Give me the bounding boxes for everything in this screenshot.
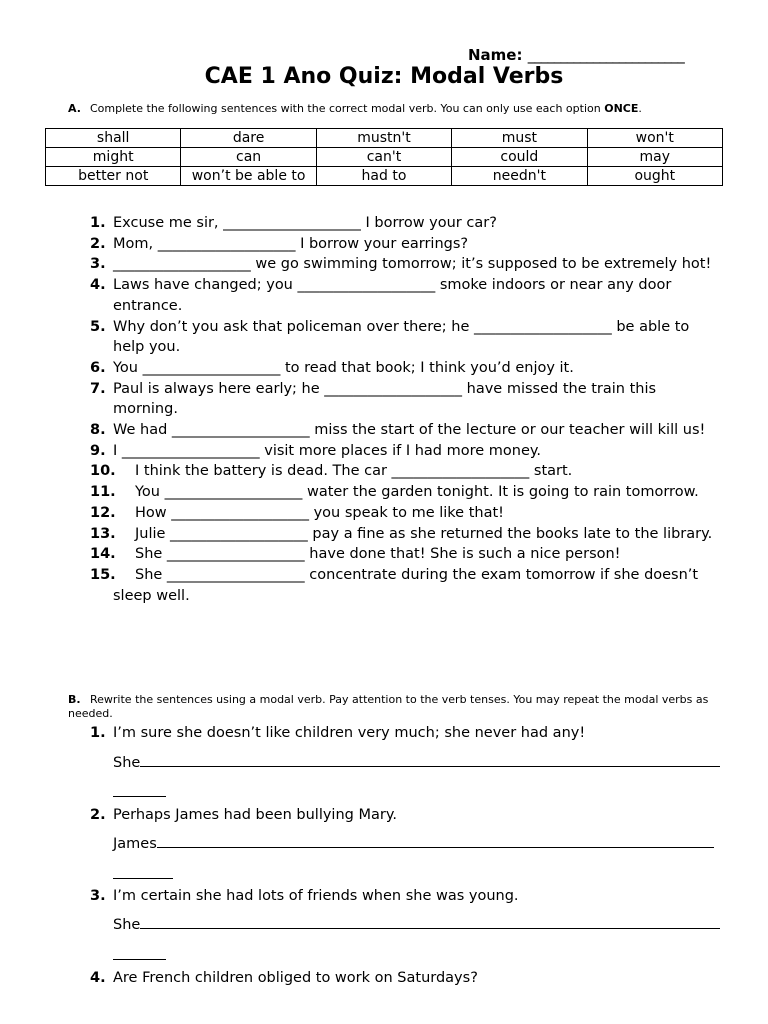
question-item[interactable]	[0, 461, 720, 482]
question-number: 10.	[90, 463, 116, 480]
question-item[interactable]	[0, 275, 720, 316]
question-number: 7.	[90, 380, 106, 397]
options-row-2	[46, 148, 723, 167]
answer-rule[interactable]	[140, 914, 720, 929]
options-row-3	[46, 167, 723, 186]
rewrite-number: 2.	[90, 807, 106, 823]
question-number: 15.	[90, 566, 116, 583]
question-text: Julie ___________________ pay a fine as she returned the books late to the library.	[135, 525, 713, 542]
section-a-instruction-emphasis: ONCE	[604, 102, 639, 115]
rewrite-prompt: Are French children obliged to work on Saturdays?	[113, 970, 478, 986]
question-text: Laws have changed; you ___________________ smoke indoors or near any door entrance.	[113, 277, 672, 314]
question-text: You ___________________ water the garden tonight. It is going to rain tomorrow.	[135, 484, 699, 501]
option-cell: better not	[46, 167, 181, 186]
answer-starter: She	[113, 917, 141, 933]
section-b-instruction-text: Rewrite the sentences using a modal verb. Pay attention to the verb tenses. You may repeat the modal verbs as needed.	[68, 693, 709, 720]
question-item[interactable]	[0, 544, 720, 565]
question-number: 6.	[90, 359, 106, 376]
question-text: She ___________________ concentrate during the exam tomorrow if she doesn’t sleep well.	[113, 566, 699, 604]
question-number: 5.	[90, 318, 106, 335]
option-cell: won't	[587, 129, 722, 148]
section-a-instruction-end: .	[638, 102, 642, 115]
question-number: 12.	[90, 504, 116, 521]
question-item[interactable]	[0, 358, 720, 379]
question-item[interactable]	[0, 441, 720, 462]
question-item[interactable]	[0, 234, 720, 255]
rewrite-answer-line[interactable]	[113, 752, 720, 771]
option-cell: dare	[181, 129, 316, 148]
section-a-questions	[0, 213, 720, 606]
option-cell: must	[452, 129, 587, 148]
question-item[interactable]	[0, 317, 720, 358]
options-row-1	[46, 129, 723, 148]
option-cell: mustn't	[316, 129, 451, 148]
question-item[interactable]	[0, 565, 720, 606]
option-cell: can	[181, 148, 316, 167]
name-label: Name:	[468, 46, 523, 64]
answer-rule[interactable]	[140, 752, 720, 767]
question-item[interactable]	[0, 524, 720, 545]
name-blank[interactable]: ________________________	[527, 46, 684, 64]
answer-starter: She	[113, 755, 141, 771]
question-text: I think the battery is dead. The car ___________________ start.	[135, 463, 573, 480]
option-cell: might	[46, 148, 181, 167]
question-text: Why don’t you ask that policeman over there; he ___________________ be able to help you.	[113, 318, 690, 356]
option-cell: had to	[316, 167, 451, 186]
section-a-instruction	[68, 102, 728, 116]
question-text: She ___________________ have done that! She is such a nice person!	[135, 546, 621, 563]
question-number: 3.	[90, 256, 106, 273]
question-text: We had ___________________ miss the start of the lecture or our teacher will kill us!	[113, 422, 706, 439]
rewrite-answer-line[interactable]	[113, 914, 720, 933]
option-cell: shall	[46, 129, 181, 148]
question-number: 2.	[90, 235, 106, 252]
question-item[interactable]	[0, 254, 720, 275]
section-b-instruction	[68, 693, 728, 721]
answer-starter: James	[113, 836, 157, 852]
question-item[interactable]	[0, 379, 720, 420]
section-b-letter: B.	[68, 693, 81, 706]
question-number: 9.	[90, 442, 106, 459]
option-cell: could	[452, 148, 587, 167]
question-number: 13.	[90, 525, 116, 542]
modal-options-table	[45, 128, 723, 186]
option-cell: can't	[316, 148, 451, 167]
rewrite-number: 1.	[90, 725, 106, 741]
question-text: Excuse me sir, ___________________ I borrow your car?	[113, 215, 497, 231]
section-a-letter: A.	[68, 102, 81, 115]
section-a-instruction-text: Complete the following sentences with the correct modal verb. You can only use each option	[90, 102, 601, 115]
question-text: Mom, ___________________ I borrow your earrings?	[113, 235, 469, 252]
rewrite-number: 3.	[90, 888, 106, 904]
question-item[interactable]	[0, 213, 720, 234]
name-field[interactable]	[468, 46, 684, 64]
rewrite-number: 4.	[90, 970, 106, 986]
question-number: 14.	[90, 546, 116, 563]
question-item[interactable]	[0, 503, 720, 524]
option-cell: needn't	[452, 167, 587, 186]
question-number: 11.	[90, 484, 116, 501]
question-item[interactable]	[0, 482, 720, 503]
option-cell: won’t be able to	[181, 167, 316, 186]
option-cell: may	[587, 148, 722, 167]
question-text: ___________________ we go swimming tomorrow; it’s supposed to be extremely hot!	[113, 256, 712, 273]
rewrite-prompt: I’m certain she had lots of friends when she was young.	[113, 888, 519, 904]
answer-rule-continuation[interactable]	[113, 878, 173, 879]
question-text: I ___________________ visit more places if I had more money.	[113, 442, 541, 459]
answer-rule-continuation[interactable]	[113, 959, 166, 960]
question-text: Paul is always here early; he ___________________ have missed the train this morning.	[113, 380, 657, 418]
question-item[interactable]	[0, 420, 720, 441]
rewrite-prompt: I’m sure she doesn’t like children very much; she never had any!	[113, 725, 586, 741]
rewrite-prompt: Perhaps James had been bullying Mary.	[113, 807, 397, 823]
answer-rule-continuation[interactable]	[113, 796, 166, 797]
page-title: CAE 1 Ano Quiz: Modal Verbs	[204, 64, 564, 89]
rewrite-answer-line[interactable]	[113, 833, 714, 852]
question-number: 8.	[90, 422, 106, 439]
question-text: How ___________________ you speak to me like that!	[135, 504, 504, 521]
question-text: You ___________________ to read that book; I think you’d enjoy it.	[113, 359, 574, 376]
answer-rule[interactable]	[157, 833, 714, 848]
question-number: 1.	[90, 215, 106, 231]
option-cell: ought	[587, 167, 722, 186]
question-number: 4.	[90, 277, 106, 294]
